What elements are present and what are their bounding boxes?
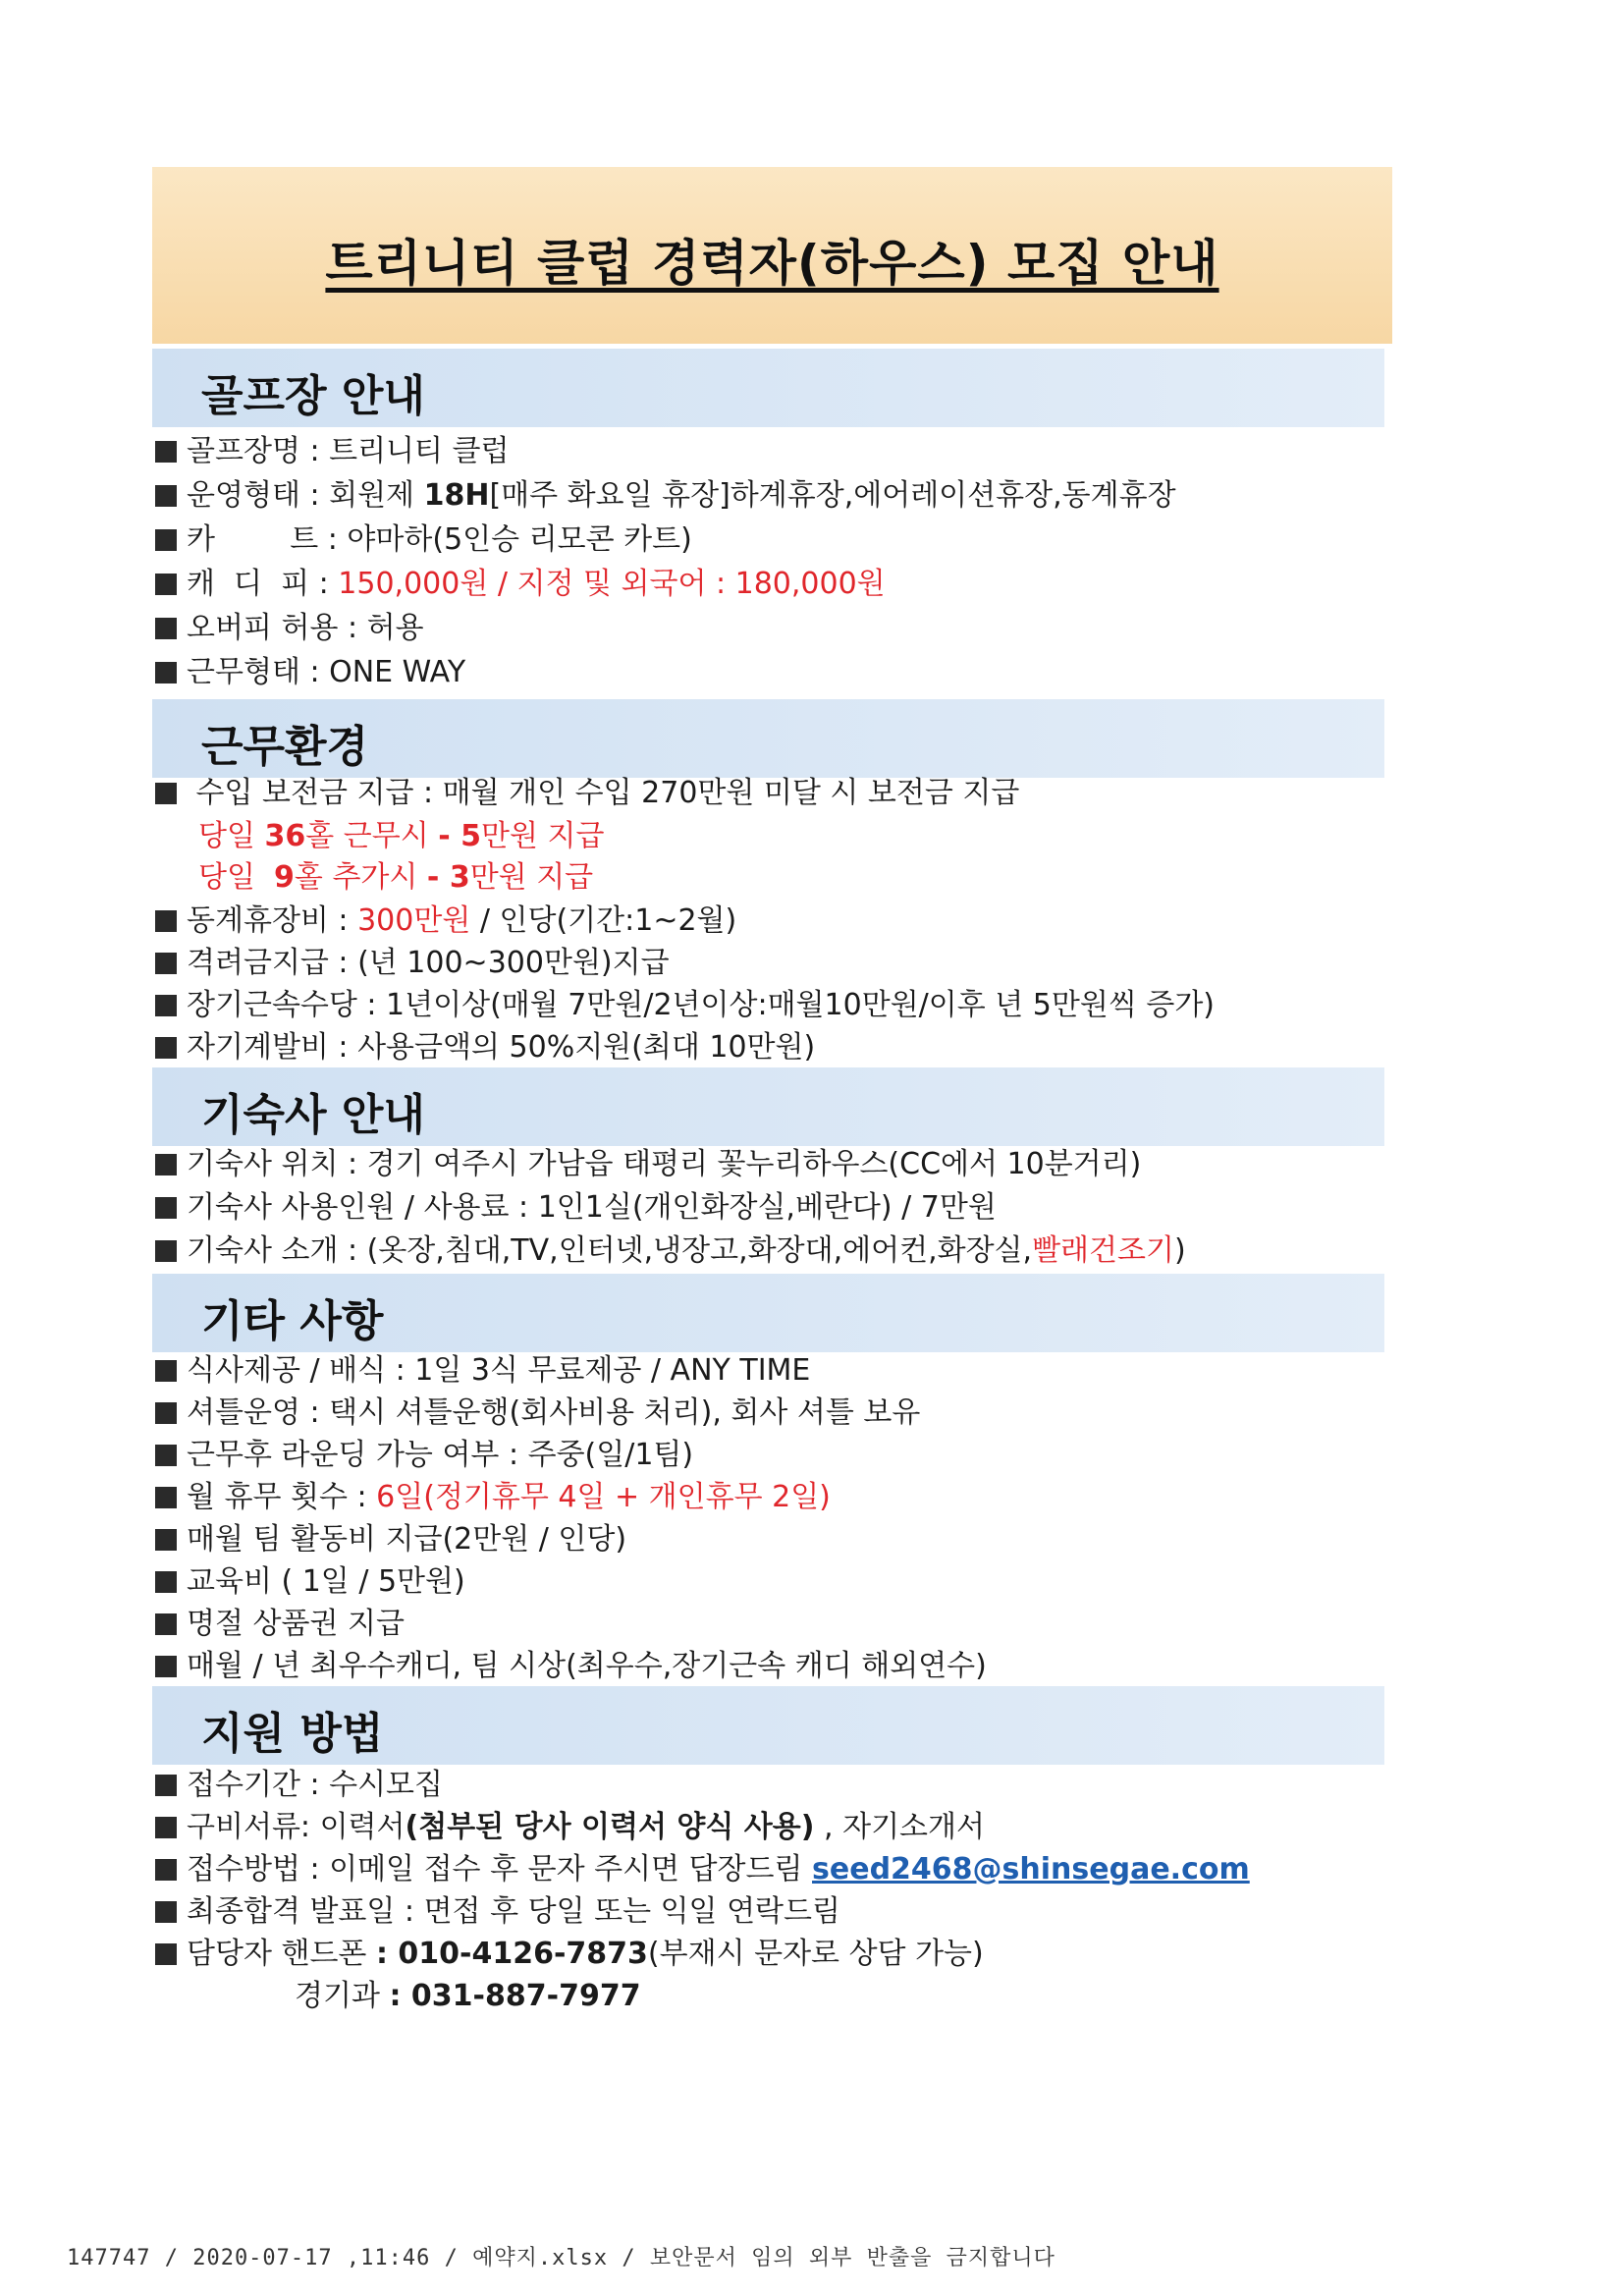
bullet-square-icon: [155, 1037, 177, 1059]
bullet-square-icon: [155, 1775, 177, 1796]
bullet-square-icon: [155, 1360, 177, 1382]
section-title-work: 근무환경: [201, 722, 369, 772]
section-title-golf: 골프장 안내: [201, 371, 425, 421]
list-item: 당일 36홀 근무시 - 5만원 지급: [198, 819, 605, 853]
bullet-square-icon: [155, 1154, 177, 1175]
bullet-square-icon: [155, 485, 177, 507]
list-item: 담당자 핸드폰 : 010-4126-7873(부재시 문자로 상담 가능): [155, 1937, 984, 1972]
list-item: 접수방법 : 이메일 접수 후 문자 주시면 답장드림 seed2468@shinsegae.com: [155, 1852, 1250, 1887]
bullet-square-icon: [155, 662, 177, 683]
bullet-square-icon: [155, 1943, 177, 1965]
list-item: 교육비 ( 1일 / 5만원): [155, 1564, 465, 1600]
bullet-square-icon: [155, 1656, 177, 1677]
list-item: 카 트 : 야마하(5인승 리모콘 카트): [155, 522, 692, 558]
list-item: 기숙사 사용인원 / 사용료 : 1인1실(개인화장실,베란다) / 7만원: [155, 1190, 997, 1226]
bullet-square-icon: [155, 1571, 177, 1593]
section-header-dorm: [152, 1067, 1384, 1146]
bullet-square-icon: [155, 1613, 177, 1635]
section-title-etc: 기타 사항: [201, 1296, 384, 1346]
list-item: 수입 보전금 지급 : 매월 개인 수입 270만원 미달 시 보전금 지급: [155, 776, 1019, 811]
list-item: 운영형태 : 회원제 18H[매주 화요일 휴장]하계휴장,에어레이션휴장,동계휴장: [155, 478, 1176, 514]
list-item: 매월 / 년 최우수캐디, 팀 시상(최우수,장기근속 캐디 해외연수): [155, 1649, 987, 1684]
bullet-square-icon: [155, 618, 177, 639]
list-item: 근무형태 : ONE WAY: [155, 655, 465, 690]
bullet-square-icon: [155, 574, 177, 595]
list-item: 최종합격 발표일 : 면접 후 당일 또는 익일 연락드림: [155, 1894, 840, 1930]
bullet-square-icon: [155, 1240, 177, 1262]
bullet-square-icon: [155, 1197, 177, 1219]
bullet-square-icon: [155, 783, 177, 804]
bullet-square-icon: [155, 1529, 177, 1551]
list-item: 오버피 허용 : 허용: [155, 611, 424, 646]
list-item: 식사제공 / 배식 : 1일 3식 무료제공 / ANY TIME: [155, 1353, 810, 1389]
list-item: 명절 상품권 지급: [155, 1607, 405, 1642]
list-item: 구비서류: 이력서(첨부된 당사 이력서 양식 사용) , 자기소개서: [155, 1810, 985, 1845]
footer-watermark: 147747 / 2020-07-17 ,11:46 / 예약지.xlsx / 보안문서 임의 외부 반출을 금지합니다: [67, 2246, 1055, 2270]
list-item: 월 휴무 횟수 : 6일(정기휴무 4일 + 개인휴무 2일): [155, 1480, 831, 1515]
bullet-square-icon: [155, 1402, 177, 1424]
list-item: 캐 디 피 : 150,000원 / 지정 및 외국어 : 180,000원: [155, 567, 886, 602]
page-title: 트리니티 클럽 경력자(하우스) 모집 안내: [325, 235, 1219, 292]
list-item: 자기계발비 : 사용금액의 50%지원(최대 10만원): [155, 1030, 815, 1066]
bullet-square-icon: [155, 1859, 177, 1881]
list-item: 골프장명 : 트리니티 클럽: [155, 434, 510, 469]
list-item: 당일 9홀 추가시 - 3만원 지급: [198, 860, 594, 895]
list-item: 장기근속수당 : 1년이상(매월 7만원/2년이상:매월10만원/이후 년 5만원씩 증가): [155, 988, 1215, 1023]
list-item: 셔틀운영 : 택시 셔틀운행(회사비용 처리), 회사 셔틀 보유: [155, 1395, 920, 1431]
bullet-square-icon: [155, 910, 177, 932]
bullet-square-icon: [155, 1901, 177, 1923]
section-header-golf: [152, 349, 1384, 427]
list-item: 경기과 : 031-887-7977: [295, 1979, 641, 2013]
list-item: 매월 팀 활동비 지급(2만원 / 인당): [155, 1522, 626, 1558]
email-link[interactable]: seed2468@shinsegae.com: [812, 1852, 1250, 1886]
bullet-square-icon: [155, 1487, 177, 1508]
bullet-square-icon: [155, 1445, 177, 1466]
section-header-work: [152, 699, 1384, 778]
bullet-square-icon: [155, 441, 177, 463]
section-header-etc: [152, 1274, 1384, 1352]
list-item: 기숙사 위치 : 경기 여주시 가남읍 태평리 꽃누리하우스(CC에서 10분거리): [155, 1147, 1141, 1182]
bullet-square-icon: [155, 1817, 177, 1838]
list-item: 동계휴장비 : 300만원 / 인당(기간:1~2월): [155, 903, 736, 939]
section-title-dorm: 기숙사 안내: [201, 1090, 425, 1140]
section-title-apply: 지원 방법: [201, 1709, 384, 1759]
bullet-square-icon: [155, 529, 177, 551]
list-item: 접수기간 : 수시모집: [155, 1768, 443, 1803]
title-banner: [152, 167, 1392, 344]
section-header-apply: [152, 1686, 1384, 1765]
list-item: 격려금지급 : (년 100~300만원)지급: [155, 946, 670, 981]
bullet-square-icon: [155, 995, 177, 1016]
list-item: 기숙사 소개 : (옷장,침대,TV,인터넷,냉장고,화장대,에어컨,화장실,빨래건조기): [155, 1233, 1186, 1269]
list-item: 근무후 라운딩 가능 여부 : 주중(일/1팀): [155, 1438, 693, 1473]
bullet-square-icon: [155, 953, 177, 974]
